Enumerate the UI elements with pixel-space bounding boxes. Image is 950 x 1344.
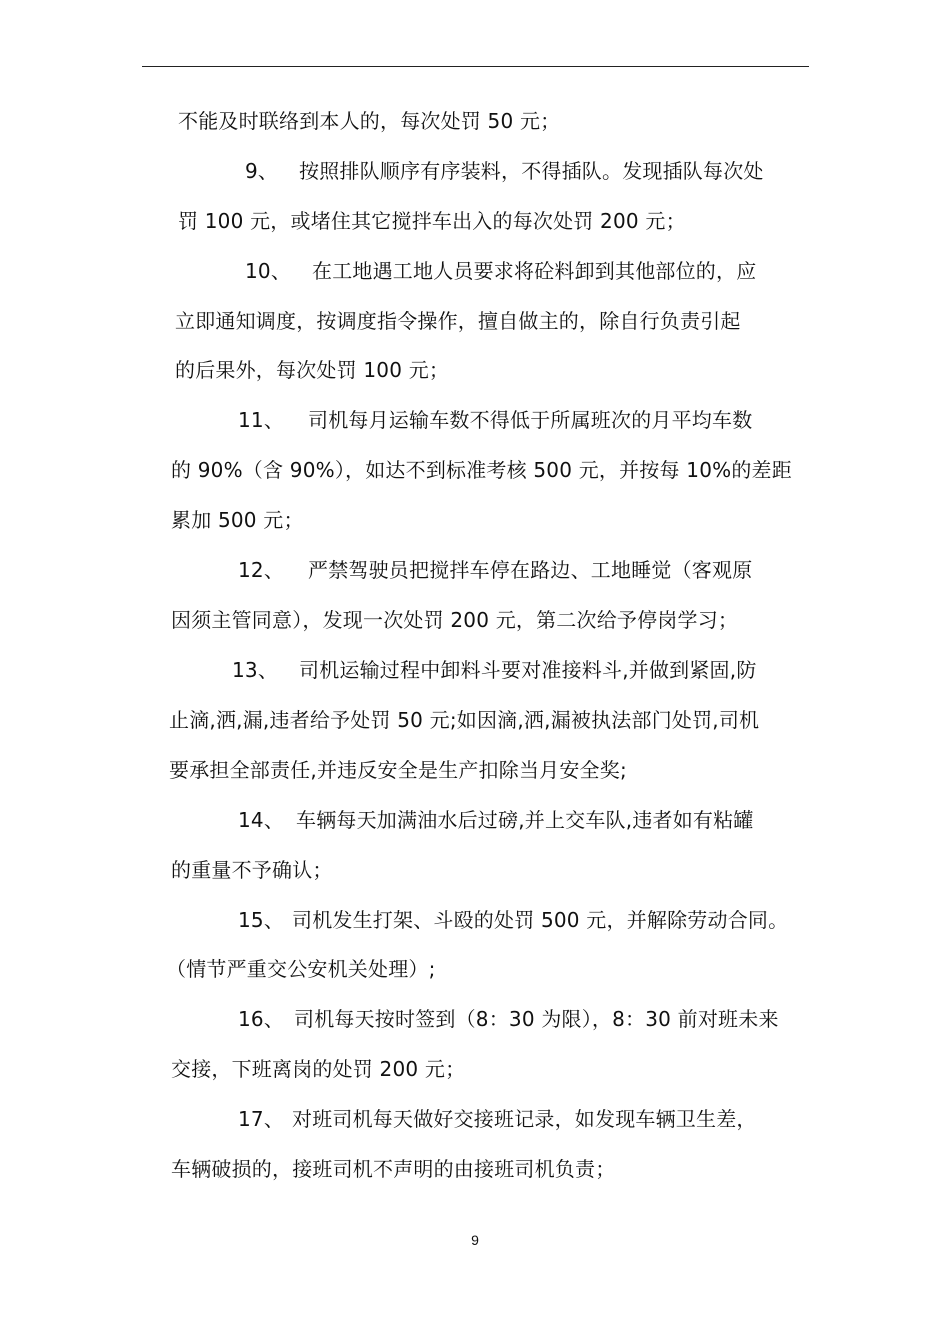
item-number: 9、 (245, 159, 279, 183)
item-12-line-1: 12、 严禁驾驶员把搅拌车停在路边、工地睡觉（客观原 (238, 558, 753, 582)
item-13-line-2: 止滴,洒,漏,违者给予处罚 50 元;如因滴,洒,漏被执法部门处罚,司机 (169, 708, 760, 732)
item-9-line-1: 9、 按照排队顺序有序装料，不得插队。发现插队每次处 (245, 159, 764, 183)
item-13-line-3: 要承担全部责任,并违反安全是生产扣除当月安全奖; (169, 758, 627, 782)
item-number: 13、 (232, 658, 279, 682)
item-10-line-2: 立即通知调度，按调度指令操作，擅自做主的，除自行负责引起 (175, 309, 741, 333)
item-17-line-1: 17、 对班司机每天做好交接班记录，如发现车辆卫生差， (238, 1107, 757, 1131)
item-13-line-1: 13、 司机运输过程中卸料斗要对准接料斗,并做到紧固,防 (232, 658, 757, 682)
item-number: 12、 (238, 558, 285, 582)
item-number: 11、 (238, 408, 285, 432)
item-number: 10、 (245, 259, 292, 283)
item-number: 15、 (238, 908, 285, 932)
item-10-line-1: 10、 在工地遇工地人员要求将砼料卸到其他部位的，应 (245, 259, 757, 283)
item-15-line-2: （情节严重交公安机关处理）; (166, 957, 436, 981)
item-12-line-2: 因须主管同意），发现一次处罚 200 元，第二次给予停岗学习； (171, 608, 739, 632)
text-line: 不能及时联络到本人的，每次处罚 50 元； (178, 109, 561, 133)
item-14-line-2: 的重量不予确认； (171, 858, 333, 882)
item-number: 14、 (238, 808, 285, 832)
page-number: 9 (471, 1232, 479, 1248)
item-16-line-2: 交接，下班离岗的处罚 200 元； (171, 1057, 466, 1081)
item-11-line-3: 累加 500 元； (171, 508, 304, 532)
item-11-line-2: 的 90%（含 90%），如达不到标准考核 500 元，并按每 10%的差距 (171, 458, 792, 482)
item-16-line-1: 16、 司机每天按时签到（8：30 为限），8：30 前对班未来 (238, 1007, 779, 1031)
item-9-line-2: 罚 100 元，或堵住其它搅拌车出入的每次处罚 200 元； (178, 209, 686, 233)
item-number: 17、 (238, 1107, 285, 1131)
item-number: 16、 (238, 1007, 285, 1031)
item-10-line-3: 的后果外，每次处罚 100 元； (175, 358, 450, 382)
item-15-line-1: 15、 司机发生打架、斗殴的处罚 500 元，并解除劳动合同。 (238, 908, 789, 932)
item-17-line-2: 车辆破损的，接班司机不声明的由接班司机负责； (171, 1157, 616, 1181)
header-rule (142, 66, 809, 67)
item-11-line-1: 11、 司机每月运输车数不得低于所属班次的月平均车数 (238, 408, 753, 432)
item-14-line-1: 14、 车辆每天加满油水后过磅,并上交车队,违者如有粘罐 (238, 808, 754, 832)
